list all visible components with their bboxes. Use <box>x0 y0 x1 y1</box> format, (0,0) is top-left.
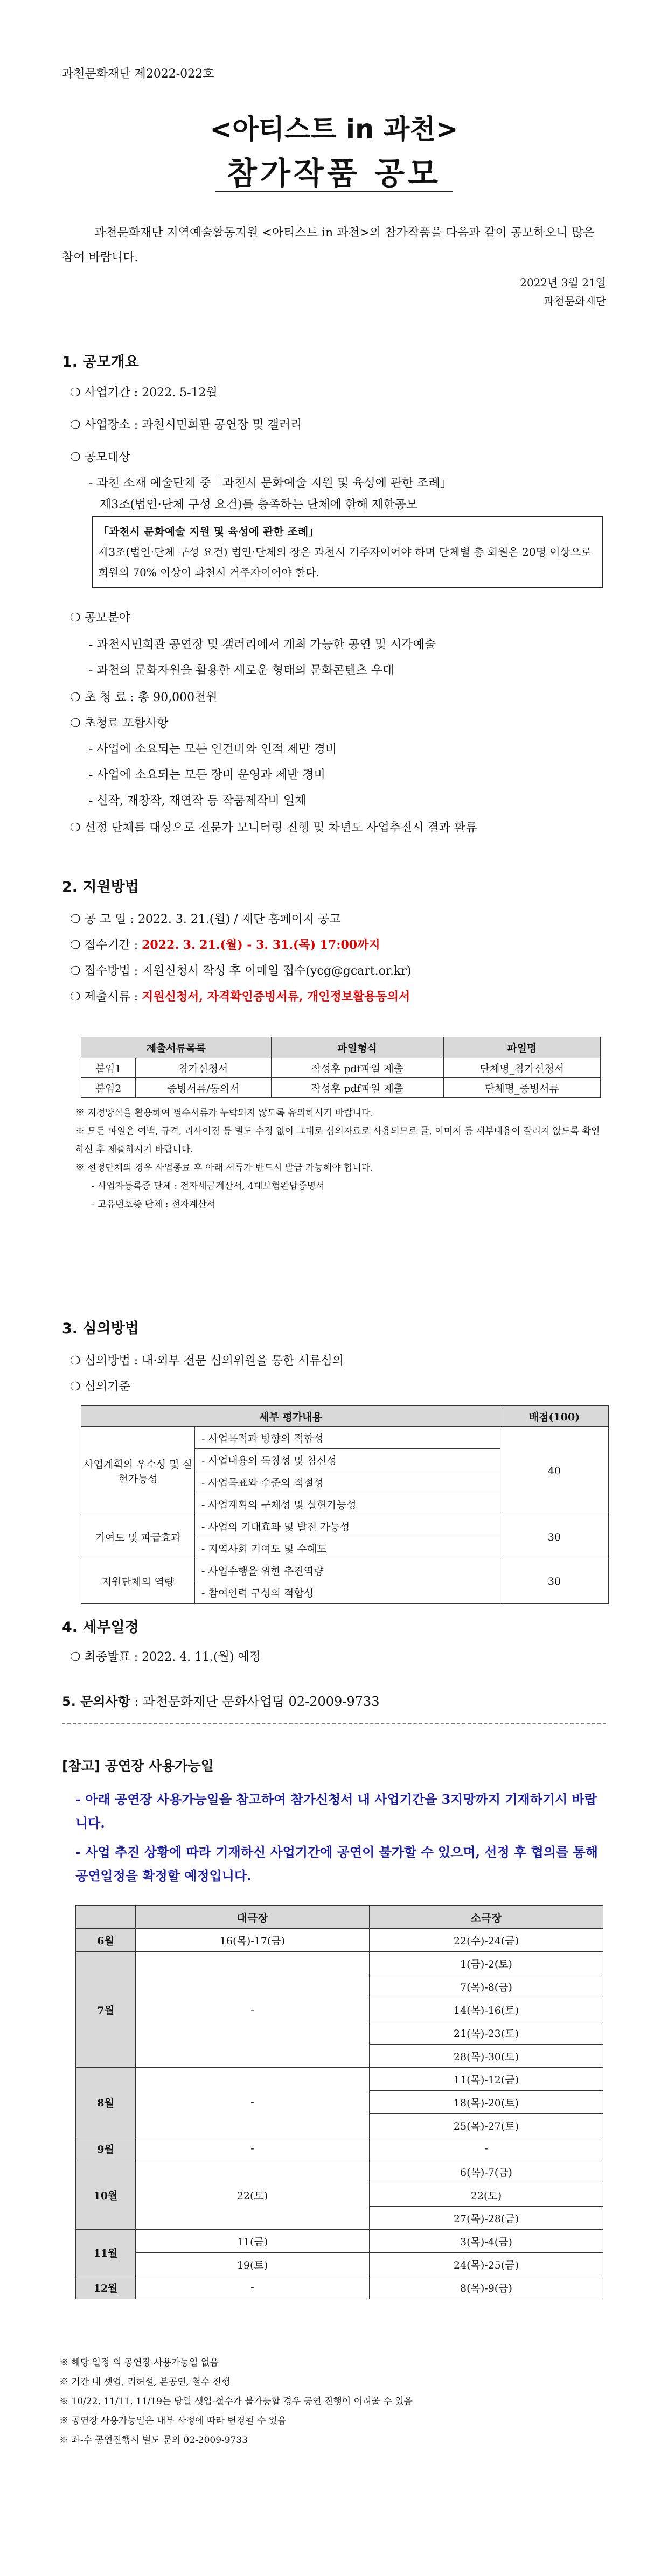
table-cell: 단체명_참가신청서 <box>443 1058 600 1078</box>
issuer: 과천문화재단 <box>544 295 606 307</box>
s1-included-3: - 신작, 재창작, 재연작 등 작품제작비 일체 <box>89 794 307 808</box>
table-cell: 붙임1 <box>81 1058 136 1078</box>
s1-field-detail-2: - 과천의 문화자원을 활용한 새로운 형태의 문화콘텐츠 우대 <box>89 664 394 677</box>
table-cell: 작성후 pdf파일 제출 <box>271 1058 443 1078</box>
big-hall-cell: 19(토) <box>136 2253 370 2276</box>
s1-target: ❍ 공모대상 <box>70 451 130 464</box>
section-3-heading: 3. 심의방법 <box>62 1320 139 1337</box>
note-line: - 고유번호증 단체 : 전자계산서 <box>92 1199 216 1210</box>
s1-included-1: - 사업에 소요되는 모든 인건비와 인적 제반 경비 <box>89 743 337 756</box>
table-header-row <box>81 1406 609 1427</box>
s1-field-detail-1: - 과천시민회관 공연장 및 갤러리에서 개최 가능한 공연 및 시각예술 <box>89 638 436 652</box>
s5-contact: : 과천문화재단 문화사업팀 02-2009-9733 <box>130 1694 380 1709</box>
title-line-2: 참가작품 공모 <box>226 155 442 192</box>
table-row <box>81 1427 609 1449</box>
criteria-item: - 사업목적과 방향의 적합성 <box>195 1427 500 1449</box>
s2-period-label: ❍ 접수기간 : <box>70 939 142 952</box>
note-line: ※ 지정양식을 활용하여 필수서류가 누락되지 않도록 유의하시기 바랍니다. <box>75 1108 373 1118</box>
small-hall-cell: 11(목)-12(금) <box>370 2068 603 2091</box>
s4-final: ❍ 최종발표 : 2022. 4. 11.(월) 예정 <box>70 1650 261 1664</box>
footnote: ※ 공연장 사용가능일은 내부 사정에 따라 변경될 수 있음 <box>59 2416 287 2426</box>
section-2-heading: 2. 지원방법 <box>62 879 139 895</box>
ordinance-box <box>92 516 603 588</box>
s2-notice: ❍ 공 고 일 : 2022. 3. 21.(월) / 재단 홈페이지 공고 <box>70 913 341 926</box>
issue-date-block <box>520 274 606 310</box>
small-hall-cell: 8(목)-9(금) <box>370 2276 603 2299</box>
footnote: ※ 해당 일정 외 공연장 사용가능일 없음 <box>59 2357 219 2368</box>
small-hall-cell: - <box>370 2137 603 2160</box>
big-hall-cell: 22(토) <box>136 2160 370 2230</box>
small-hall-cell: 28(목)-30(토) <box>370 2045 603 2068</box>
table-header: 소극장 <box>370 1906 603 1929</box>
table-header: 파일명 <box>443 1037 600 1058</box>
small-hall-cell: 6(목)-7(금) <box>370 2160 603 2183</box>
table-header: 배점(100) <box>500 1406 609 1427</box>
s2-period <box>70 936 380 953</box>
footnote: ※ 기간 내 셋업, 리허설, 본공연, 철수 진행 <box>59 2377 231 2388</box>
s1-venue: ❍ 사업장소 : 과천시민회관 공연장 및 갤러리 <box>70 418 302 432</box>
small-hall-cell: 3(목)-4(금) <box>370 2230 603 2253</box>
small-hall-cell: 14(목)-16(토) <box>370 1998 603 2021</box>
month-cell: 12월 <box>76 2276 136 2299</box>
month-cell: 7월 <box>76 1952 136 2068</box>
table-cell: 단체명_증빙서류 <box>443 1078 600 1098</box>
table-row <box>81 1515 609 1537</box>
criteria-category: 기여도 및 파급효과 <box>81 1515 195 1559</box>
big-hall-cell: 16(목)-17(금) <box>136 1929 370 1952</box>
s2-docs <box>70 988 410 1004</box>
s3-method: ❍ 심의방법 : 내·외부 전문 심의위원을 통한 서류심의 <box>70 1354 344 1368</box>
s2-docs-value: 지원신청서, 자격확인증빙서류, 개인정보활용동의서 <box>142 990 410 1004</box>
s1-target-detail-1: - 과천 소재 예술단체 중「과천시 문화예술 지원 및 육성에 관한 조례」 <box>89 477 452 490</box>
table-cell: 참가신청서 <box>136 1058 272 1078</box>
table-header-row <box>76 1906 603 1929</box>
intro-text: 과천문화재단 지역예술활동지원 <아티스트 in 과천>의 참가작품을 다음과 같이 공모하오니 많은 참여 바랍니다. <box>62 226 595 264</box>
table-row <box>76 2068 603 2091</box>
table-row <box>76 2253 603 2276</box>
venue-availability-table <box>75 1905 603 2299</box>
footnote: ※ 10/22, 11/11, 11/19는 당일 셋업-철수가 불가능할 경우 공연 진행이 어려울 수 있음 <box>59 2396 413 2407</box>
small-hall-cell: 7(목)-8(금) <box>370 1975 603 1998</box>
s2-notes <box>75 1104 603 1214</box>
s2-docs-label: ❍ 제출서류 : <box>70 990 142 1004</box>
small-hall-cell: 18(목)-20(토) <box>370 2091 603 2114</box>
table-cell: 증빙서류/동의서 <box>136 1078 272 1098</box>
divider <box>62 1723 606 1724</box>
big-hall-cell: - <box>136 1952 370 2068</box>
small-hall-cell: 22(토) <box>370 2183 603 2207</box>
big-hall-cell: - <box>136 2068 370 2137</box>
small-hall-cell: 24(목)-25(금) <box>370 2253 603 2276</box>
big-hall-cell: - <box>136 2137 370 2160</box>
table-cell: 작성후 pdf파일 제출 <box>271 1078 443 1098</box>
big-hall-cell: - <box>136 2276 370 2299</box>
criteria-item: - 사업목표와 수준의 적절성 <box>195 1471 500 1493</box>
s1-monitoring: ❍ 선정 단체를 대상으로 전문가 모니터링 진행 및 차년도 사업추진시 결과 환류 <box>70 821 477 835</box>
criteria-category: 지원단체의 역량 <box>81 1559 195 1604</box>
criteria-item: - 사업계획의 구체성 및 실현가능성 <box>195 1493 500 1515</box>
reference-note-1: - 아래 공연장 사용가능일을 참고하여 참가신청서 내 사업기간을 3지망까지 기재하기시 바랍니다. <box>75 1791 597 1831</box>
table-row <box>76 2137 603 2160</box>
small-hall-cell: 25(목)-27(토) <box>370 2114 603 2137</box>
submission-table <box>81 1037 601 1098</box>
month-cell: 11월 <box>76 2230 136 2276</box>
criteria-item: - 사업내용의 독창성 및 참신성 <box>195 1449 500 1471</box>
criteria-score: 30 <box>500 1515 609 1559</box>
criteria-category: 사업계획의 우수성 및 실현가능성 <box>81 1427 195 1515</box>
note-line: ※ 모든 파일은 여백, 규격, 리사이징 등 별도 수정 없이 그대로 심의자료로 사용되므로 글, 이미지 등 세부내용이 잘리지 않도록 확인하신 후 제출하시기 바랍니다. <box>75 1126 600 1155</box>
document-number: 과천문화재단 제2022-022호 <box>62 67 214 81</box>
section-4-heading: 4. 세부일정 <box>62 1619 139 1636</box>
criteria-item: - 참여인력 구성의 적합성 <box>195 1581 500 1604</box>
table-row <box>81 1058 601 1078</box>
s1-field: ❍ 공모분야 <box>70 611 130 625</box>
criteria-score: 30 <box>500 1559 609 1604</box>
criteria-table <box>81 1405 609 1604</box>
table-header <box>76 1906 136 1929</box>
small-hall-cell: 1(금)-2(토) <box>370 1952 603 1975</box>
reference-heading: [참고] 공연장 사용가능일 <box>62 1758 214 1774</box>
criteria-item: - 지역사회 기여도 및 수혜도 <box>195 1537 500 1559</box>
title-line-1: <아티스트 in 과천> <box>210 114 458 145</box>
table-header: 대극장 <box>136 1906 370 1929</box>
table-row <box>76 2276 603 2299</box>
footnote: ※ 좌-수 공연진행시 별도 문의 02-2009-9733 <box>59 2435 248 2446</box>
criteria-score: 40 <box>500 1427 609 1515</box>
note-line: - 사업자등록증 단체 : 전자세금계산서, 4대보험완납증명서 <box>92 1181 325 1192</box>
table-row <box>76 1929 603 1952</box>
section-1-heading: 1. 공모개요 <box>62 354 139 370</box>
table-row <box>76 2230 603 2253</box>
s2-method: ❍ 접수방법 : 지원신청서 작성 후 이메일 접수(ycg@gcart.or.kr) <box>70 964 412 978</box>
small-hall-cell: 21(목)-23(토) <box>370 2021 603 2045</box>
table-row <box>81 1559 609 1581</box>
month-cell: 8월 <box>76 2068 136 2137</box>
ordinance-title: 「과천시 문화예술 지원 및 육성에 관한 조례」 <box>98 525 319 538</box>
table-header: 제출서류목록 <box>81 1037 272 1058</box>
criteria-item: - 사업의 기대효과 및 발전 가능성 <box>195 1515 500 1537</box>
month-cell: 6월 <box>76 1929 136 1952</box>
small-hall-cell: 22(수)-24(금) <box>370 1929 603 1952</box>
s1-target-detail-2: 제3조(법인·단체 구성 요건)를 충족하는 단체에 한해 제한공모 <box>100 498 418 512</box>
s1-budget: ❍ 초 청 료 : 총 90,000천원 <box>70 691 218 704</box>
s1-included-2: - 사업에 소요되는 모든 장비 운영과 제반 경비 <box>89 768 325 782</box>
s3-criteria: ❍ 심의기준 <box>70 1380 130 1394</box>
table-row <box>81 1078 601 1098</box>
section-5-heading: 5. 문의사항 <box>62 1694 130 1709</box>
month-cell: 9월 <box>76 2137 136 2160</box>
month-cell: 10월 <box>76 2160 136 2230</box>
big-hall-cell: 11(금) <box>136 2230 370 2253</box>
table-row <box>76 2160 603 2183</box>
s1-period: ❍ 사업기간 : 2022. 5-12월 <box>70 386 218 400</box>
s1-included: ❍ 초청료 포함사항 <box>70 717 169 730</box>
table-header-row <box>81 1037 601 1058</box>
table-cell: 붙임2 <box>81 1078 136 1098</box>
reference-note-2: - 사업 추진 상황에 따라 기재하신 사업기간에 공연이 불가할 수 있으며, 선정 후 협의를 통해 공연일정을 확정할 예정입니다. <box>75 1844 598 1884</box>
s2-period-value: 2022. 3. 21.(월) - 3. 31.(목) 17:00까지 <box>142 938 380 952</box>
reference-footnotes <box>59 2353 413 2450</box>
issue-date: 2022년 3월 21일 <box>520 276 606 289</box>
table-row <box>76 1952 603 1975</box>
table-header: 파일형식 <box>271 1037 443 1058</box>
section-5 <box>62 1691 379 1710</box>
note-line: ※ 선정단체의 경우 사업종료 후 아래 서류가 반드시 발급 가능해야 합니다. <box>75 1163 373 1173</box>
small-hall-cell: 27(목)-28(금) <box>370 2207 603 2230</box>
criteria-item: - 사업수행을 위한 추진역량 <box>195 1559 500 1581</box>
ordinance-body: 제3조(법인·단체 구성 요건) 법인·단체의 장은 과천시 거주자이어야 하며 단체별 총 회원은 20명 이상으로 회원의 70% 이상이 과천시 거주자이어야 한다. <box>98 545 592 579</box>
title-divider <box>215 191 453 192</box>
table-header: 세부 평가내용 <box>81 1406 500 1427</box>
